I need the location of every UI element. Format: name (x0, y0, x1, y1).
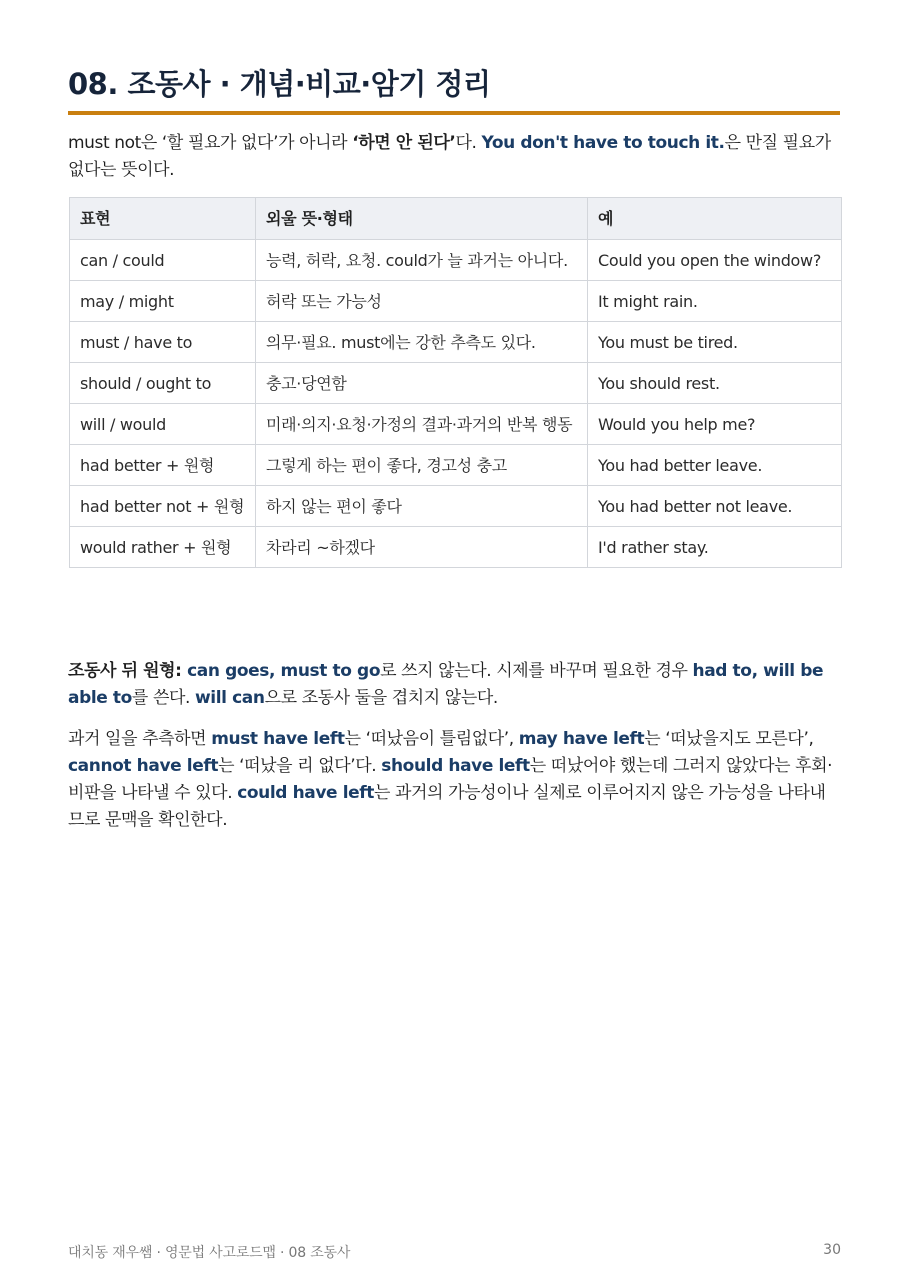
table-row (70, 322, 842, 363)
note-past-inference (68, 726, 840, 834)
header-meaning: 외울 뜻·형태 (256, 198, 588, 240)
header-expression: 표현 (70, 198, 256, 240)
cell-example: Could you open the window? (588, 240, 842, 281)
page-title: 08. 조동사 · 개념·비교·암기 정리 (68, 67, 491, 101)
note1-label: 조동사 뒤 원형: (68, 661, 182, 681)
table-row (70, 404, 842, 445)
cell-expression: may / might (70, 281, 256, 322)
note1-example-tense: had to, will be able to (68, 661, 824, 708)
table-row (70, 445, 842, 486)
table-row (70, 486, 842, 527)
note2-should-have: should have left (381, 756, 530, 776)
note1-example-double: will can (195, 688, 265, 708)
cell-expression: must / have to (70, 322, 256, 363)
note2-text-7: 는 ‘떠났을 리 없다’다. (218, 756, 382, 776)
cell-example: You had better leave. (588, 445, 842, 486)
title-divider (68, 111, 840, 115)
table-row (70, 240, 842, 281)
modal-verbs-table (69, 197, 842, 568)
intro-paragraph (68, 130, 840, 184)
table-row (70, 281, 842, 322)
cell-example: Would you help me? (588, 404, 842, 445)
cell-example: It might rain. (588, 281, 842, 322)
note2-text-9: 는 떠났어야 했는데 그러지 않았다는 후회·비판을 나타낼 수 있다. (68, 756, 833, 803)
cell-meaning: 미래·의지·요청·가정의 결과·과거의 반복 행동 (256, 404, 588, 445)
cell-meaning: 하지 않는 편이 좋다 (256, 486, 588, 527)
cell-expression: can / could (70, 240, 256, 281)
footer-text: 대치동 재우쌤 · 영문법 사고로드맵 · 08 조동사 (68, 1245, 351, 1261)
note2-may-have: may have left (518, 729, 645, 749)
table-header-row (70, 198, 842, 240)
note2-could-have: could have left (237, 783, 374, 803)
cell-expression: had better + 원형 (70, 445, 256, 486)
cell-expression: should / ought to (70, 363, 256, 404)
cell-meaning: 능력, 허락, 요청. could가 늘 과거는 아니다. (256, 240, 588, 281)
header-example: 예 (588, 198, 842, 240)
cell-expression: will / would (70, 404, 256, 445)
cell-expression: had better not + 원형 (70, 486, 256, 527)
cell-meaning: 허락 또는 가능성 (256, 281, 588, 322)
note1-text-7: 으로 조동사 둘을 겹치지 않는다. (264, 688, 498, 708)
intro-text-2: 은 ‘할 필요가 없다’가 아니라 (140, 133, 353, 153)
cell-example: You should rest. (588, 363, 842, 404)
cell-expression: would rather + 원형 (70, 527, 256, 568)
intro-text-6: 은 만질 필요가 없다는 뜻이다. (68, 133, 831, 180)
note2-text-5: 는 ‘떠났을지도 모른다’, (644, 729, 814, 749)
note2-text-3: 는 ‘떠났음이 틀림없다’, (344, 729, 519, 749)
note1-text-3: 로 쓰지 않는다. 시제를 바꾸며 필요한 경우 (380, 661, 693, 681)
intro-text-4: 다. (455, 133, 482, 153)
note1-example-wrong: can goes, must to go (181, 661, 381, 681)
cell-meaning: 충고·당연함 (256, 363, 588, 404)
table-row (70, 527, 842, 568)
cell-example: I'd rather stay. (588, 527, 842, 568)
note2-must-have: must have left (211, 729, 345, 749)
table-row (70, 363, 842, 404)
page-number: 30 (823, 1242, 841, 1258)
note1-text-5: 를 쓴다. (131, 688, 195, 708)
intro-text-1: must not (68, 133, 141, 153)
cell-example: You must be tired. (588, 322, 842, 363)
intro-emphasis: ‘하면 안 된다’ (352, 133, 456, 153)
note-base-form (68, 658, 840, 712)
cell-meaning: 의무·필요. must에는 강한 추측도 있다. (256, 322, 588, 363)
cell-example: You had better not leave. (588, 486, 842, 527)
cell-meaning: 차라리 ~하겠다 (256, 527, 588, 568)
intro-example: You don't have to touch it. (481, 133, 725, 153)
note2-cannot-have: cannot have left (68, 756, 219, 776)
cell-meaning: 그렇게 하는 편이 좋다, 경고성 충고 (256, 445, 588, 486)
note2-text-11: 는 과거의 가능성이나 실제로 이루어지지 않은 가능성을 나타내므로 문맥을 확인한다. (68, 783, 826, 830)
note2-text-1: 과거 일을 추측하면 (68, 729, 212, 749)
